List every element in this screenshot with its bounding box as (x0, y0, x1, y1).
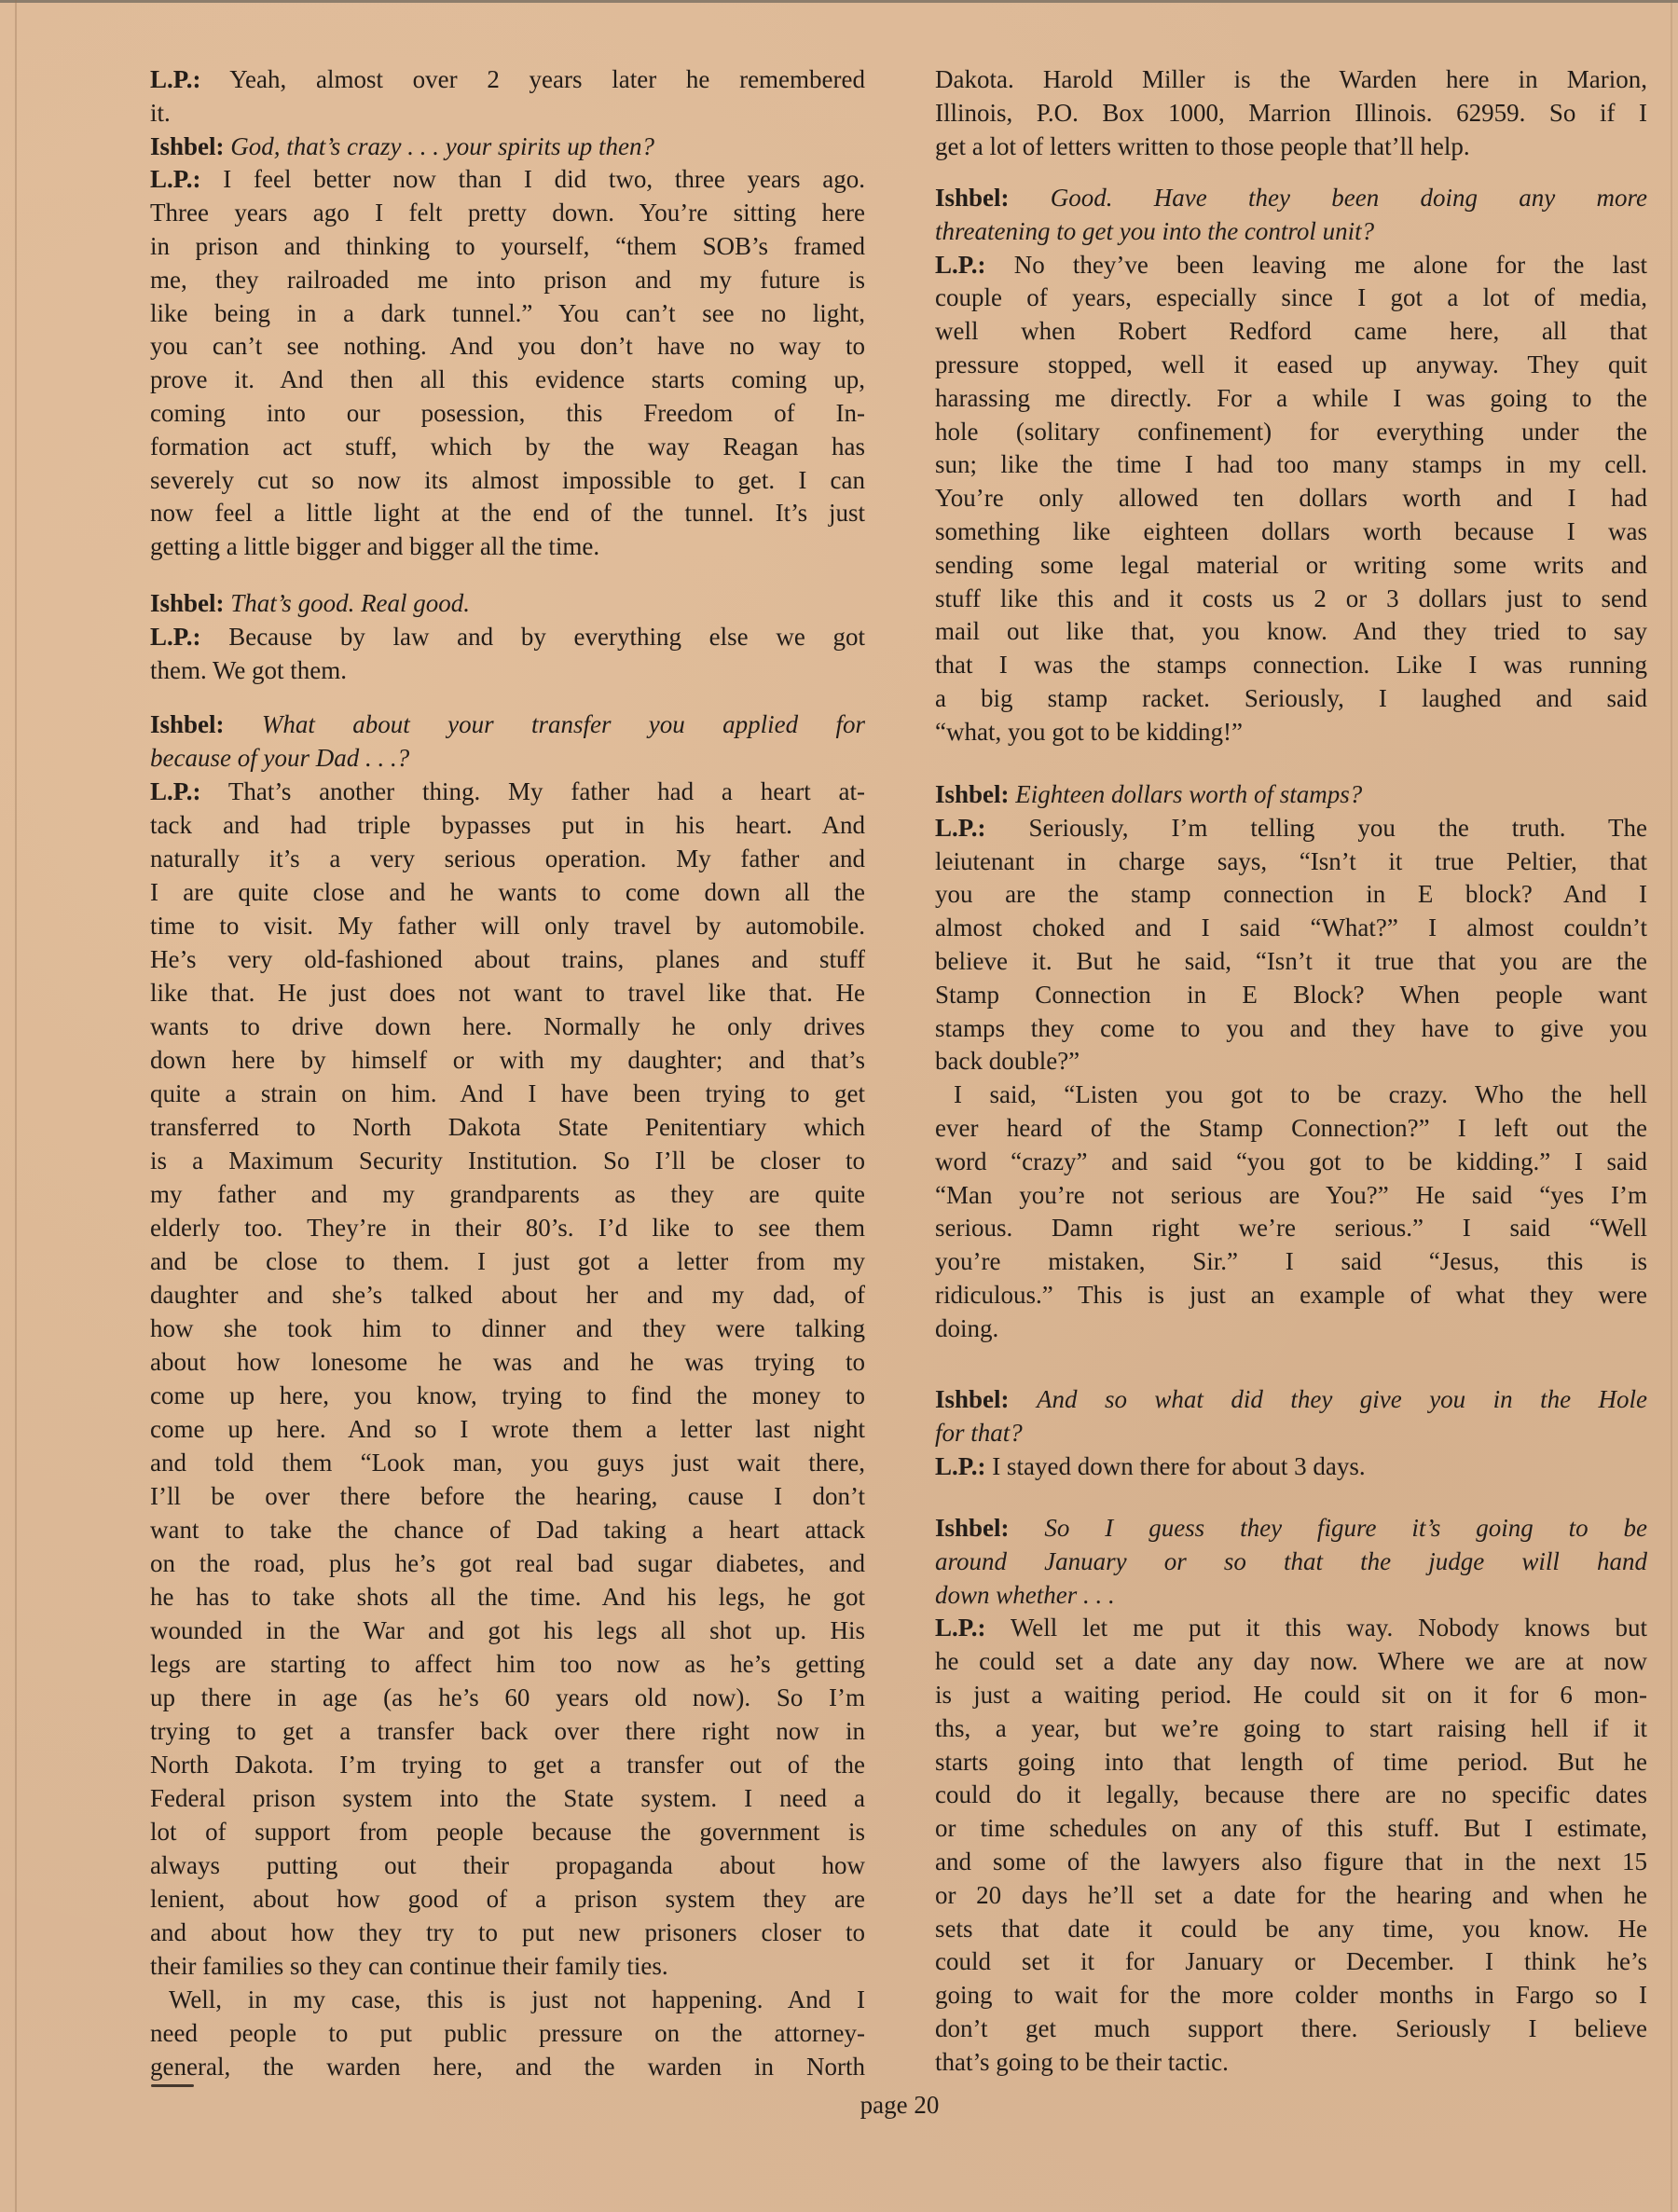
line-text: word “crazy” and said “you got to be kidding.” I said (935, 1147, 1647, 1175)
speaker-label: L.P.: (150, 65, 201, 93)
line-text: or 20 days he’ll set a date for the hearing and when he (935, 1880, 1647, 1909)
text-line (150, 1714, 865, 1748)
line-text: for that? (935, 1418, 1023, 1447)
line-text: severely cut so now its almost impossible to get. I can (150, 465, 865, 494)
line-text: he could set a date any day now. Where we are at now (935, 1647, 1647, 1676)
line-text: Good. Have they been doing any more (1050, 184, 1647, 212)
text-line (935, 549, 1647, 583)
line-text: is just a waiting period. He could sit on it for 6 mon- (935, 1680, 1647, 1709)
text-line (150, 942, 865, 976)
text-line (935, 215, 1647, 249)
text-line (150, 1312, 865, 1345)
text-line (935, 1779, 1647, 1812)
line-text: or time schedules on any of this stuff. But I estimate, (935, 1814, 1647, 1843)
text-line (935, 1612, 1647, 1645)
text-line (935, 583, 1647, 616)
page-right-edge (1671, 0, 1672, 2212)
text-line (935, 1879, 1647, 1913)
line-text: down here by himself or with my daughter; and that’s (150, 1046, 865, 1074)
line-text: I feel better now than I did two, three years ago. (223, 165, 865, 194)
text-line (935, 131, 1647, 164)
line-text: come up here, you know, trying to find the money to (150, 1381, 865, 1409)
line-text: don’t get much support there. Seriously I believe (935, 2013, 1647, 2042)
text-line (150, 464, 865, 498)
line-text: trying to get a transfer back over there right now in (150, 1717, 865, 1745)
text-line (150, 1949, 865, 1983)
line-text: No they’ve been leaving me alone for the last (1013, 250, 1647, 279)
speaker-label: Ishbel: (150, 710, 225, 738)
line-text: I’ll be over there before the hearing, cause I don’t (150, 1482, 865, 1510)
text-line (150, 875, 865, 909)
left-column (150, 0, 865, 2144)
line-text: doing. (935, 1313, 999, 1342)
line-text: harassing me directly. For a while I was going to the (935, 383, 1647, 412)
line-text: Illinois, P.O. Box 1000, Marrion Illinois. 62959. So if I (935, 98, 1647, 127)
text-line (150, 1177, 865, 1211)
interview-block (935, 778, 1647, 1346)
line-text: and told them “Look man, you guys just wait there, (150, 1449, 865, 1477)
text-line (935, 682, 1647, 716)
text-line (935, 349, 1647, 382)
speaker-label: L.P.: (935, 813, 986, 842)
text-line (150, 330, 865, 364)
line-text: is a Maximum Security Institution. So I’ll be closer to (150, 1147, 865, 1175)
text-line (150, 1144, 865, 1177)
text-line (935, 1679, 1647, 1712)
text-line (935, 1245, 1647, 1279)
line-text: like being in a dark tunnel.” You can’t see no light, (150, 298, 865, 327)
text-line (935, 1512, 1647, 1546)
line-text: get a lot of letters written to those people that’ll help. (935, 131, 1470, 160)
line-text: sets that date it could be any time, you know. He (935, 1914, 1647, 1943)
text-line (150, 1412, 865, 1446)
text-line (150, 397, 865, 431)
line-text: ridiculous.” This is just an example of what they were (935, 1280, 1647, 1309)
line-text: almost choked and I said “What?” I almost couldn’t (935, 914, 1647, 942)
continuation-paragraph (150, 1983, 865, 2083)
line-text: their families so they can continue their family ties. (150, 1952, 668, 1980)
line-text: starts going into that length of time period. But he (935, 1747, 1647, 1776)
line-text: Well, in my case, this is just not happening. And I (169, 1985, 865, 2013)
answer-paragraph (935, 812, 1647, 1079)
text-line (150, 808, 865, 842)
text-line (150, 1211, 865, 1244)
line-text: about how lonesome he was and he was trying to (150, 1348, 865, 1376)
line-text: and be close to them. I just got a letter from my (150, 1247, 865, 1275)
line-text: that’s going to be their tactic. (935, 2047, 1229, 2076)
line-text: believe it. But he said, “Isn’t it true that you are the (935, 946, 1647, 975)
line-text: leiutenant in charge says, “Isn’t it true Peltier, that (935, 846, 1647, 875)
line-text: North Dakota. I’m trying to get a transfer out of the (150, 1751, 865, 1779)
line-text: like that. He just does not want to travel like that. He (150, 979, 865, 1007)
continuation-paragraph (935, 63, 1647, 163)
line-text: You’re only allowed ten dollars worth and I had (935, 484, 1647, 513)
answer-paragraph (150, 63, 865, 131)
line-text: I stayed down there for about 3 days. (992, 1451, 1366, 1480)
text-line (150, 1513, 865, 1546)
line-text: stuff like this and it costs us 2 or 3 dollars just to send (935, 584, 1647, 612)
line-text: “Man you’re not serious are You?” He said “yes I’m (935, 1180, 1647, 1209)
text-line (150, 909, 865, 942)
text-line (935, 878, 1647, 912)
text-line (935, 912, 1647, 945)
text-line (935, 979, 1647, 1012)
text-line (935, 1546, 1647, 1579)
speaker-label: L.P.: (935, 1451, 986, 1480)
line-text: ever heard of the Stamp Connection?” I left out the (935, 1113, 1647, 1142)
line-text: threatening to get you into the control unit? (935, 216, 1375, 245)
text-line (935, 778, 1647, 812)
text-line (150, 131, 865, 164)
line-text: lot of support from people because the government is (150, 1818, 865, 1846)
line-text: could set it for January or December. I think he’s (935, 1947, 1647, 1976)
text-line (935, 515, 1647, 549)
text-line (935, 812, 1647, 845)
text-line (150, 976, 865, 1010)
answer-paragraph (150, 163, 865, 564)
line-text: Federal prison system into the State system. I need a (150, 1784, 865, 1812)
line-text: quite a strain on him. And I have been trying to get (150, 1079, 865, 1107)
question-paragraph (935, 1512, 1647, 1612)
text-line (935, 1417, 1647, 1450)
line-text: wounded in the War and got his legs all shot up. His (150, 1616, 865, 1644)
line-text: mail out like that, you know. And they tried to say (935, 617, 1647, 646)
line-text: tack and had triple bypasses put in his heart. And (150, 811, 865, 839)
continuation-paragraph (935, 1079, 1647, 1345)
ink-mark (151, 2084, 194, 2087)
answer-paragraph (935, 1450, 1647, 1484)
question-paragraph (935, 182, 1647, 249)
line-text: Eighteen dollars worth of stamps? (1015, 780, 1363, 808)
text-line (150, 530, 865, 564)
text-line (150, 741, 865, 775)
right-column (935, 0, 1647, 2144)
speaker-label: L.P.: (150, 165, 201, 194)
speaker-label: L.P.: (150, 777, 201, 805)
line-text: coming into our posession, this Freedom of In- (150, 398, 865, 427)
line-text: I are quite close and he wants to come down all the (150, 878, 865, 906)
text-line (935, 382, 1647, 416)
speaker-label: L.P.: (935, 250, 986, 279)
line-text: could do it legally, because there are no specific dates (935, 1780, 1647, 1809)
answer-paragraph (150, 621, 865, 688)
text-line (935, 1012, 1647, 1046)
line-text: daughter and she’s talked about her and my dad, of (150, 1281, 865, 1309)
line-text: he has to take shots all the time. And his legs, he got (150, 1583, 865, 1611)
text-line (935, 1746, 1647, 1779)
text-line (935, 1112, 1647, 1146)
text-line (150, 1681, 865, 1714)
line-text: how she took him to dinner and they were talking (150, 1314, 865, 1342)
question-paragraph (150, 587, 865, 621)
text-line (150, 1647, 865, 1681)
line-text: come up here. And so I wrote them a letter last night (150, 1415, 865, 1443)
text-line (150, 775, 865, 808)
line-text: a big stamp racket. Seriously, I laughed and said (935, 683, 1647, 712)
line-text: ths, a year, but we’re going to start raising hell if it (935, 1713, 1647, 1742)
line-text: you can’t see nothing. And you don’t have no way to (150, 332, 865, 361)
line-text: Well let me put it this way. Nobody knows but (1010, 1614, 1647, 1642)
text-line (935, 945, 1647, 979)
speaker-label: L.P.: (935, 1614, 986, 1642)
speaker-label: Ishbel: (935, 1385, 1010, 1413)
line-text: sun; like the time I had too many stamps in my cell. (935, 450, 1647, 479)
interview-block (935, 63, 1647, 163)
line-text: time to visit. My father will only travel by automobile. (150, 912, 865, 940)
line-text: prove it. And then all this evidence starts coming up, (150, 365, 865, 394)
line-text: stamps they come to you and they have to give you (935, 1013, 1647, 1042)
text-line (935, 1812, 1647, 1846)
text-line (935, 1045, 1647, 1079)
text-line (150, 1815, 865, 1848)
text-line (150, 1882, 865, 1916)
line-text: up there in age (as he’s 60 years old now). So I’m (150, 1683, 865, 1711)
line-text: What about your transfer you applied for (261, 710, 865, 738)
question-paragraph (935, 778, 1647, 812)
line-text: naturally it’s a very serious operation. My father and (150, 845, 865, 872)
text-line (150, 1010, 865, 1043)
line-text: Yeah, almost over 2 years later he remembered (229, 65, 865, 93)
text-line (150, 842, 865, 875)
line-text: me, they railroaded me into prison and my future is (150, 265, 865, 294)
line-text: “what, you got to be kidding!” (935, 717, 1243, 746)
text-line (935, 63, 1647, 97)
text-line (150, 163, 865, 197)
text-line (150, 197, 865, 230)
line-text: you are the stamp connection in E block? And I (935, 880, 1647, 909)
text-line (150, 1848, 865, 1882)
speaker-label: Ishbel: (935, 1514, 1010, 1542)
text-line (150, 97, 865, 131)
line-text: hole (solitary confinement) for everything under the (935, 417, 1647, 446)
interview-block (150, 708, 865, 2083)
line-text: something like eighteen dollars worth because I was (935, 516, 1647, 545)
text-line (150, 1077, 865, 1110)
text-line (935, 282, 1647, 315)
line-text: and some of the lawyers also figure that in the next 15 (935, 1847, 1647, 1875)
line-text: and about how they try to put new prisoners closer to (150, 1918, 865, 1946)
text-line (150, 621, 865, 654)
line-text: around January or so that the judge will hand (935, 1546, 1647, 1575)
text-line (935, 1645, 1647, 1679)
line-text: serious. Damn right we’re serious.” I said “Well (935, 1214, 1647, 1243)
answer-paragraph (935, 1612, 1647, 2079)
text-line (150, 587, 865, 621)
line-text: I said, “Listen you got to be crazy. Who the hell (954, 1080, 1647, 1109)
question-paragraph (150, 131, 865, 164)
text-line (935, 1179, 1647, 1213)
text-line (150, 1781, 865, 1815)
text-line (150, 264, 865, 297)
line-text: back double?” (935, 1047, 1080, 1076)
text-line (935, 716, 1647, 749)
line-text: getting a little bigger and bigger all the time. (150, 532, 600, 561)
text-line (935, 1312, 1647, 1346)
page-number: page 20 (860, 2091, 940, 2119)
line-text: Seriously, I’m telling you the truth. The (1028, 813, 1647, 842)
text-line (935, 845, 1647, 879)
interview-block (935, 1512, 1647, 2080)
text-line (935, 416, 1647, 449)
text-line (935, 1450, 1647, 1484)
text-line (150, 230, 865, 264)
line-text: formation act stuff, which by the way Reagan has (150, 432, 865, 460)
text-line (935, 1712, 1647, 1746)
line-text: transferred to North Dakota State Penitentiary which (150, 1113, 865, 1141)
line-text: in prison and thinking to yourself, “them SOB’s framed (150, 231, 865, 260)
text-line (935, 1146, 1647, 1179)
line-text: legs are starting to affect him too now as he’s getting (150, 1650, 865, 1678)
line-text: elderly too. They’re in their 80’s. I’d like to see them (150, 1214, 865, 1242)
text-line (150, 1916, 865, 1949)
line-text: Dakota. Harold Miller is the Warden here in Marion, (935, 65, 1647, 93)
answer-paragraph (935, 249, 1647, 749)
line-text: down whether . . . (935, 1580, 1115, 1609)
text-line (150, 297, 865, 331)
text-line (935, 1979, 1647, 2013)
line-text: pressure stopped, well it eased up anyway. They quit (935, 350, 1647, 378)
line-text: want to take the chance of Dad taking a heart attack (150, 1516, 865, 1544)
text-line (935, 1079, 1647, 1112)
line-text: going to wait for the more colder months in Fargo so I (935, 1981, 1647, 2010)
line-text: That’s another thing. My father had a heart at- (227, 777, 865, 805)
line-text: always putting out their propaganda about how (150, 1851, 865, 1879)
text-line (150, 364, 865, 397)
text-line (150, 2050, 865, 2083)
text-line (150, 63, 865, 97)
text-line (935, 1846, 1647, 1879)
page-left-edge (15, 0, 17, 2212)
text-line (935, 182, 1647, 215)
text-line (150, 1110, 865, 1144)
text-line (150, 1278, 865, 1312)
text-line (935, 1279, 1647, 1312)
line-text: well when Robert Redford came here, all that (935, 317, 1647, 346)
text-line (935, 1212, 1647, 1245)
text-line (150, 1244, 865, 1278)
line-text: And so what did they give you in the Hole (1037, 1385, 1647, 1413)
line-text: it. (150, 98, 171, 127)
text-line (935, 615, 1647, 649)
question-paragraph (935, 1383, 1647, 1450)
speaker-label: Ishbel: (935, 184, 1010, 212)
line-text: them. We got them. (150, 655, 348, 684)
line-text: general, the warden here, and the warden in North (150, 2053, 865, 2081)
text-line (150, 431, 865, 464)
line-text: my father and my grandparents as they are quite (150, 1180, 865, 1208)
interview-block (935, 182, 1647, 749)
line-text: sending some legal material or writing some writs and (935, 550, 1647, 579)
text-line (150, 1748, 865, 1781)
speaker-label: Ishbel: (150, 589, 225, 617)
text-line (150, 1446, 865, 1479)
text-line (150, 1043, 865, 1077)
text-line (935, 649, 1647, 682)
text-line (935, 2046, 1647, 2080)
text-line (150, 2016, 865, 2050)
line-text: lenient, about how good of a prison system they are (150, 1885, 865, 1913)
line-text: Stamp Connection in E Block? When people want (935, 980, 1647, 1009)
text-line (150, 708, 865, 741)
line-text: now feel a little light at the end of the tunnel. It’s just (150, 499, 865, 528)
question-paragraph (150, 708, 865, 775)
line-text: Three years ago I felt pretty down. You’re sitting here (150, 199, 865, 227)
line-text: So I guess they figure it’s going to be (1044, 1514, 1647, 1542)
text-line (935, 1945, 1647, 1979)
line-text: because of your Dad . . .? (150, 744, 410, 772)
text-line (150, 654, 865, 688)
text-line (150, 497, 865, 530)
line-text: on the road, plus he’s got real bad sugar diabetes, and (150, 1549, 865, 1577)
text-line (935, 482, 1647, 515)
text-line (150, 1345, 865, 1379)
text-line (150, 1614, 865, 1647)
line-text: Because by law and by everything else we got (228, 622, 865, 651)
speaker-label: Ishbel: (935, 780, 1010, 808)
line-text: couple of years, especially since I got a lot of media, (935, 283, 1647, 312)
text-line (150, 1546, 865, 1580)
text-line (935, 97, 1647, 131)
text-line (935, 1383, 1647, 1417)
text-line (150, 1479, 865, 1513)
interview-block (150, 63, 865, 564)
text-line (935, 1913, 1647, 1946)
text-line (150, 1580, 865, 1614)
text-line (935, 249, 1647, 282)
line-text: need people to put public pressure on the attorney- (150, 2019, 865, 2047)
line-text: God, that’s crazy . . . your spirits up then? (230, 131, 655, 160)
text-line (935, 448, 1647, 482)
text-line (935, 2013, 1647, 2046)
answer-paragraph (150, 775, 865, 1983)
interview-block (150, 587, 865, 687)
interview-block (935, 1383, 1647, 1483)
line-text: you’re mistaken, Sir.” I said “Jesus, this is (935, 1247, 1647, 1276)
text-line (935, 1579, 1647, 1613)
speaker-label: L.P.: (150, 622, 201, 651)
text-line (150, 1379, 865, 1412)
text-line (935, 315, 1647, 349)
line-text: that I was the stamps connection. Like I was running (935, 651, 1647, 680)
line-text: That’s good. Real good. (230, 589, 471, 617)
line-text: He’s very old-fashioned about trains, planes and stuff (150, 945, 865, 973)
text-line (150, 1983, 865, 2016)
speaker-label: Ishbel: (150, 131, 225, 160)
line-text: wants to drive down here. Normally he only drives (150, 1012, 865, 1040)
